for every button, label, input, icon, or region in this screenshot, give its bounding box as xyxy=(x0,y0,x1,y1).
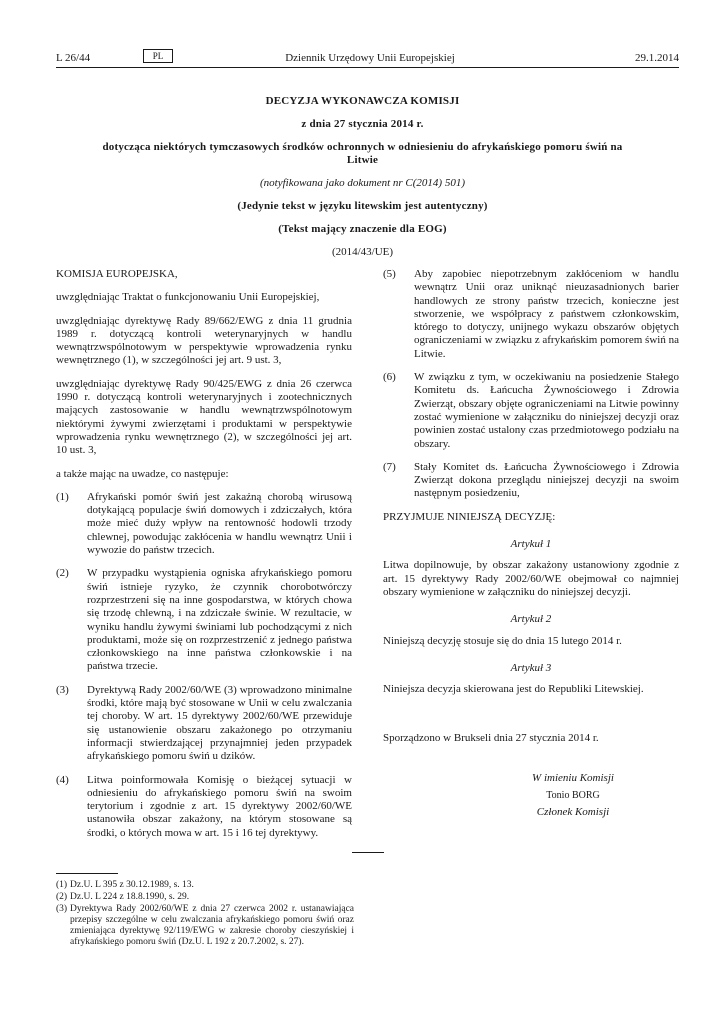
footnote xyxy=(56,904,354,948)
right-column xyxy=(383,268,679,820)
recital-number: (4) xyxy=(56,773,69,786)
recital xyxy=(56,684,352,764)
recital-text: Stały Komitet ds. Łańcucha Żywnościowego i Zdrowia Zwierząt dokona przeglądu niniejszej decyzji na swoim następnym posiedzeniu, xyxy=(414,460,679,500)
recital-text: W przypadku wystąpienia ogniska afrykańskiego pomoru świń istnieje ryzyko, że czynnik chorobotwórczy rozprzestrzeni się na inne gospodarstwa, w których chowa się trzodę chlewną, i na zdziczałe świnie. W rezultacie, w wyniku handlu żywymi świniami lub pochodzącymi z nich produktami, może się on rozprzestrzenić z jednego państwa członkowskiego na inne państwa członkowskie i na państwa trzecie. xyxy=(87,567,352,673)
footnote-number: (3) xyxy=(56,904,68,914)
recital xyxy=(56,774,352,840)
recital-number: (3) xyxy=(56,683,69,696)
signatory-name: Tonio BORG xyxy=(546,790,600,802)
recital xyxy=(383,268,679,361)
recital-text: Litwa poinformowała Komisję o bieżącej sytuacji w odniesieniu do afrykańskiego pomoru świń na swoim terytorium i zgodnie z art. 15 dyrektywy 2002/60/WE ustanowiła obszar zakażony, na którym stosowane są środki, o których mowa w art. 15 i 16 tej dyrektywy. xyxy=(87,773,352,839)
authentic-language-note: (Jedynie tekst w języku litewskim jest autentyczny) xyxy=(237,200,488,212)
recital-number: (6) xyxy=(383,371,396,384)
recital-number: (7) xyxy=(383,460,396,473)
end-separator xyxy=(352,852,384,853)
on-behalf-of: W imieniu Komisji xyxy=(532,771,614,784)
citation-directive-90: uwzględniając dyrektywę Rady 90/425/EWG z dnia 26 czerwca 1990 r. dotyczącą kontroli weterynaryjnych i zootechnicznych mających zastosowanie w handlu wewnątrzwspólnotowym niektórymi żywymi zwierzętami i produktami w perspektywie wprowadzenia rynku wewnętrznego (2), w szczególności jej art. 10 ust. 3, xyxy=(56,377,352,457)
recital-text: Afrykański pomór świń jest zakaźną chorobą wirusową dotykającą populacje świń domowych i zdziczałych, która może mieć duży wpływ na rentowność hodowli trzody chlewnej, powodując zakłócenia w handlu wewnątrz Unii i wywozie do państw trzecich. xyxy=(87,490,352,557)
recital-number: (2) xyxy=(56,567,69,580)
document-date: z dnia 27 stycznia 2014 r. xyxy=(301,118,424,130)
article-3-text: Niniejsza decyzja skierowana jest do Republiki Litewskiej. xyxy=(383,683,644,696)
citation-treaty: uwzględniając Traktat o funkcjonowaniu Unii Europejskiej, xyxy=(56,291,320,304)
recital xyxy=(56,567,352,673)
recital xyxy=(383,461,679,501)
header-divider xyxy=(56,67,679,68)
page-reference: L 26/44 xyxy=(56,52,91,64)
language-badge: PL xyxy=(143,49,173,63)
document-title-block xyxy=(90,95,635,269)
document-type: DECYZJA WYKONAWCZA KOMISJI xyxy=(265,95,460,107)
footnotes xyxy=(56,880,354,949)
document-number: (2014/43/UE) xyxy=(331,246,394,258)
citation-directive-89: uwzględniając dyrektywę Rady 89/662/EWG z dnia 11 grudnia 1989 r. dotyczącą kontroli weterynaryjnych w handlu wewnątrzwspólnotowym w perspektywie wprowadzenia rynku wewnętrznego (1), w szczególności jej art. 9 ust. 3, xyxy=(56,314,352,367)
signature-block xyxy=(473,772,673,820)
article-1-title: Artykuł 1 xyxy=(510,538,552,551)
article-3-title: Artykuł 3 xyxy=(510,661,552,674)
footnote xyxy=(56,892,354,903)
notification-note: (notyfikowana jako dokument nr C(2014) 501) xyxy=(260,177,465,189)
recitals-intro: a także mając na uwadze, co następuje: xyxy=(56,467,229,480)
place-and-date: Sporządzono w Brukseli dnia 27 stycznia 2014 r. xyxy=(383,732,599,745)
journal-title: Dziennik Urzędowy Unii Europejskiej xyxy=(285,52,455,64)
footnote-divider xyxy=(56,873,118,874)
eea-relevance-note: (Tekst mający znaczenie dla EOG) xyxy=(278,223,447,235)
recital xyxy=(383,371,679,451)
footnote-text: Dz.U. L 224 z 18.8.1990, s. 29. xyxy=(70,892,190,902)
recital-number: (5) xyxy=(383,268,396,280)
footnote-text: Dyrektywa Rady 2002/60/WE z dnia 27 czerwca 2002 r. ustanawiająca przepisy szczególne w celu zwalczania afrykańskiego pomoru świń oraz zmieniająca dyrektywę 92/119/EWG w zakresie choroby cieszyńskiej i afrykańskiego pomoru świń (Dz.U. L 192 z 20.7.2002, s. 27). xyxy=(70,904,354,947)
footnote-number: (2) xyxy=(56,892,68,902)
left-column xyxy=(56,268,352,850)
recital-text: W związku z tym, w oczekiwaniu na posiedzenie Stałego Komitetu ds. Łańcucha Żywnościowego i Zdrowia Zwierząt, obszary objęte ograniczeniami na Litwie powinny zostać wymienione w załączniku do niniejszej decyzji oraz powinien zostać ustalony czas przedmiotowego podziału na obszary. xyxy=(414,371,679,450)
document-subject: dotycząca niektórych tymczasowych środków ochronnych w odniesieniu do afrykańskiego pomoru świń na Litwie xyxy=(102,141,623,166)
adoption-formula: PRZYJMUJE NINIEJSZĄ DECYZJĘ: xyxy=(383,510,556,523)
recital-text: Aby zapobiec niepotrzebnym zakłóceniom w handlu wewnątrz Unii oraz uniknąć nieuzasadnionych barier handlowych ze strony państw trzecich, konieczne jest stworzenie, we współpracy z państwem członkowskim, którego to dotyczy, unijnego wykazu obszarów objętych ograniczeniami w związku z afrykańskim pomorem świń na Litwie. xyxy=(414,268,679,360)
article-2-text: Niniejszą decyzję stosuje się do dnia 15 lutego 2014 r. xyxy=(383,634,622,647)
article-2-title: Artykuł 2 xyxy=(510,613,552,626)
signatory-role: Członek Komisji xyxy=(536,806,610,819)
recital xyxy=(56,491,352,557)
footnote xyxy=(56,880,354,891)
commission-heading: KOMISJA EUROPEJSKA, xyxy=(56,268,178,280)
article-1-text: Litwa dopilnowuje, by obszar zakażony ustanowiony zgodnie z art. 15 dyrektywy Rady 2002/60/WE obejmował co najmniej obszary wymienione w załączniku do niniejszej decyzji. xyxy=(383,559,679,598)
publication-date: 29.1.2014 xyxy=(635,52,679,64)
recital-text: Dyrektywą Rady 2002/60/WE (3) wprowadzono minimalne środki, które mają być stosowane w Unii w celu zwalczania tej choroby. W art. 15 dyrektywy 2002/60/WE przewiduje się ustanowienie obszaru zakażonego po otrzymaniu informacji stwierdzającej przynajmniej jeden przypadek afrykańskiego pomoru świń u dzików. xyxy=(87,683,352,763)
footnote-number: (1) xyxy=(56,880,68,890)
recital-number: (1) xyxy=(56,490,69,503)
footnote-text: Dz.U. L 395 z 30.12.1989, s. 13. xyxy=(70,880,194,890)
